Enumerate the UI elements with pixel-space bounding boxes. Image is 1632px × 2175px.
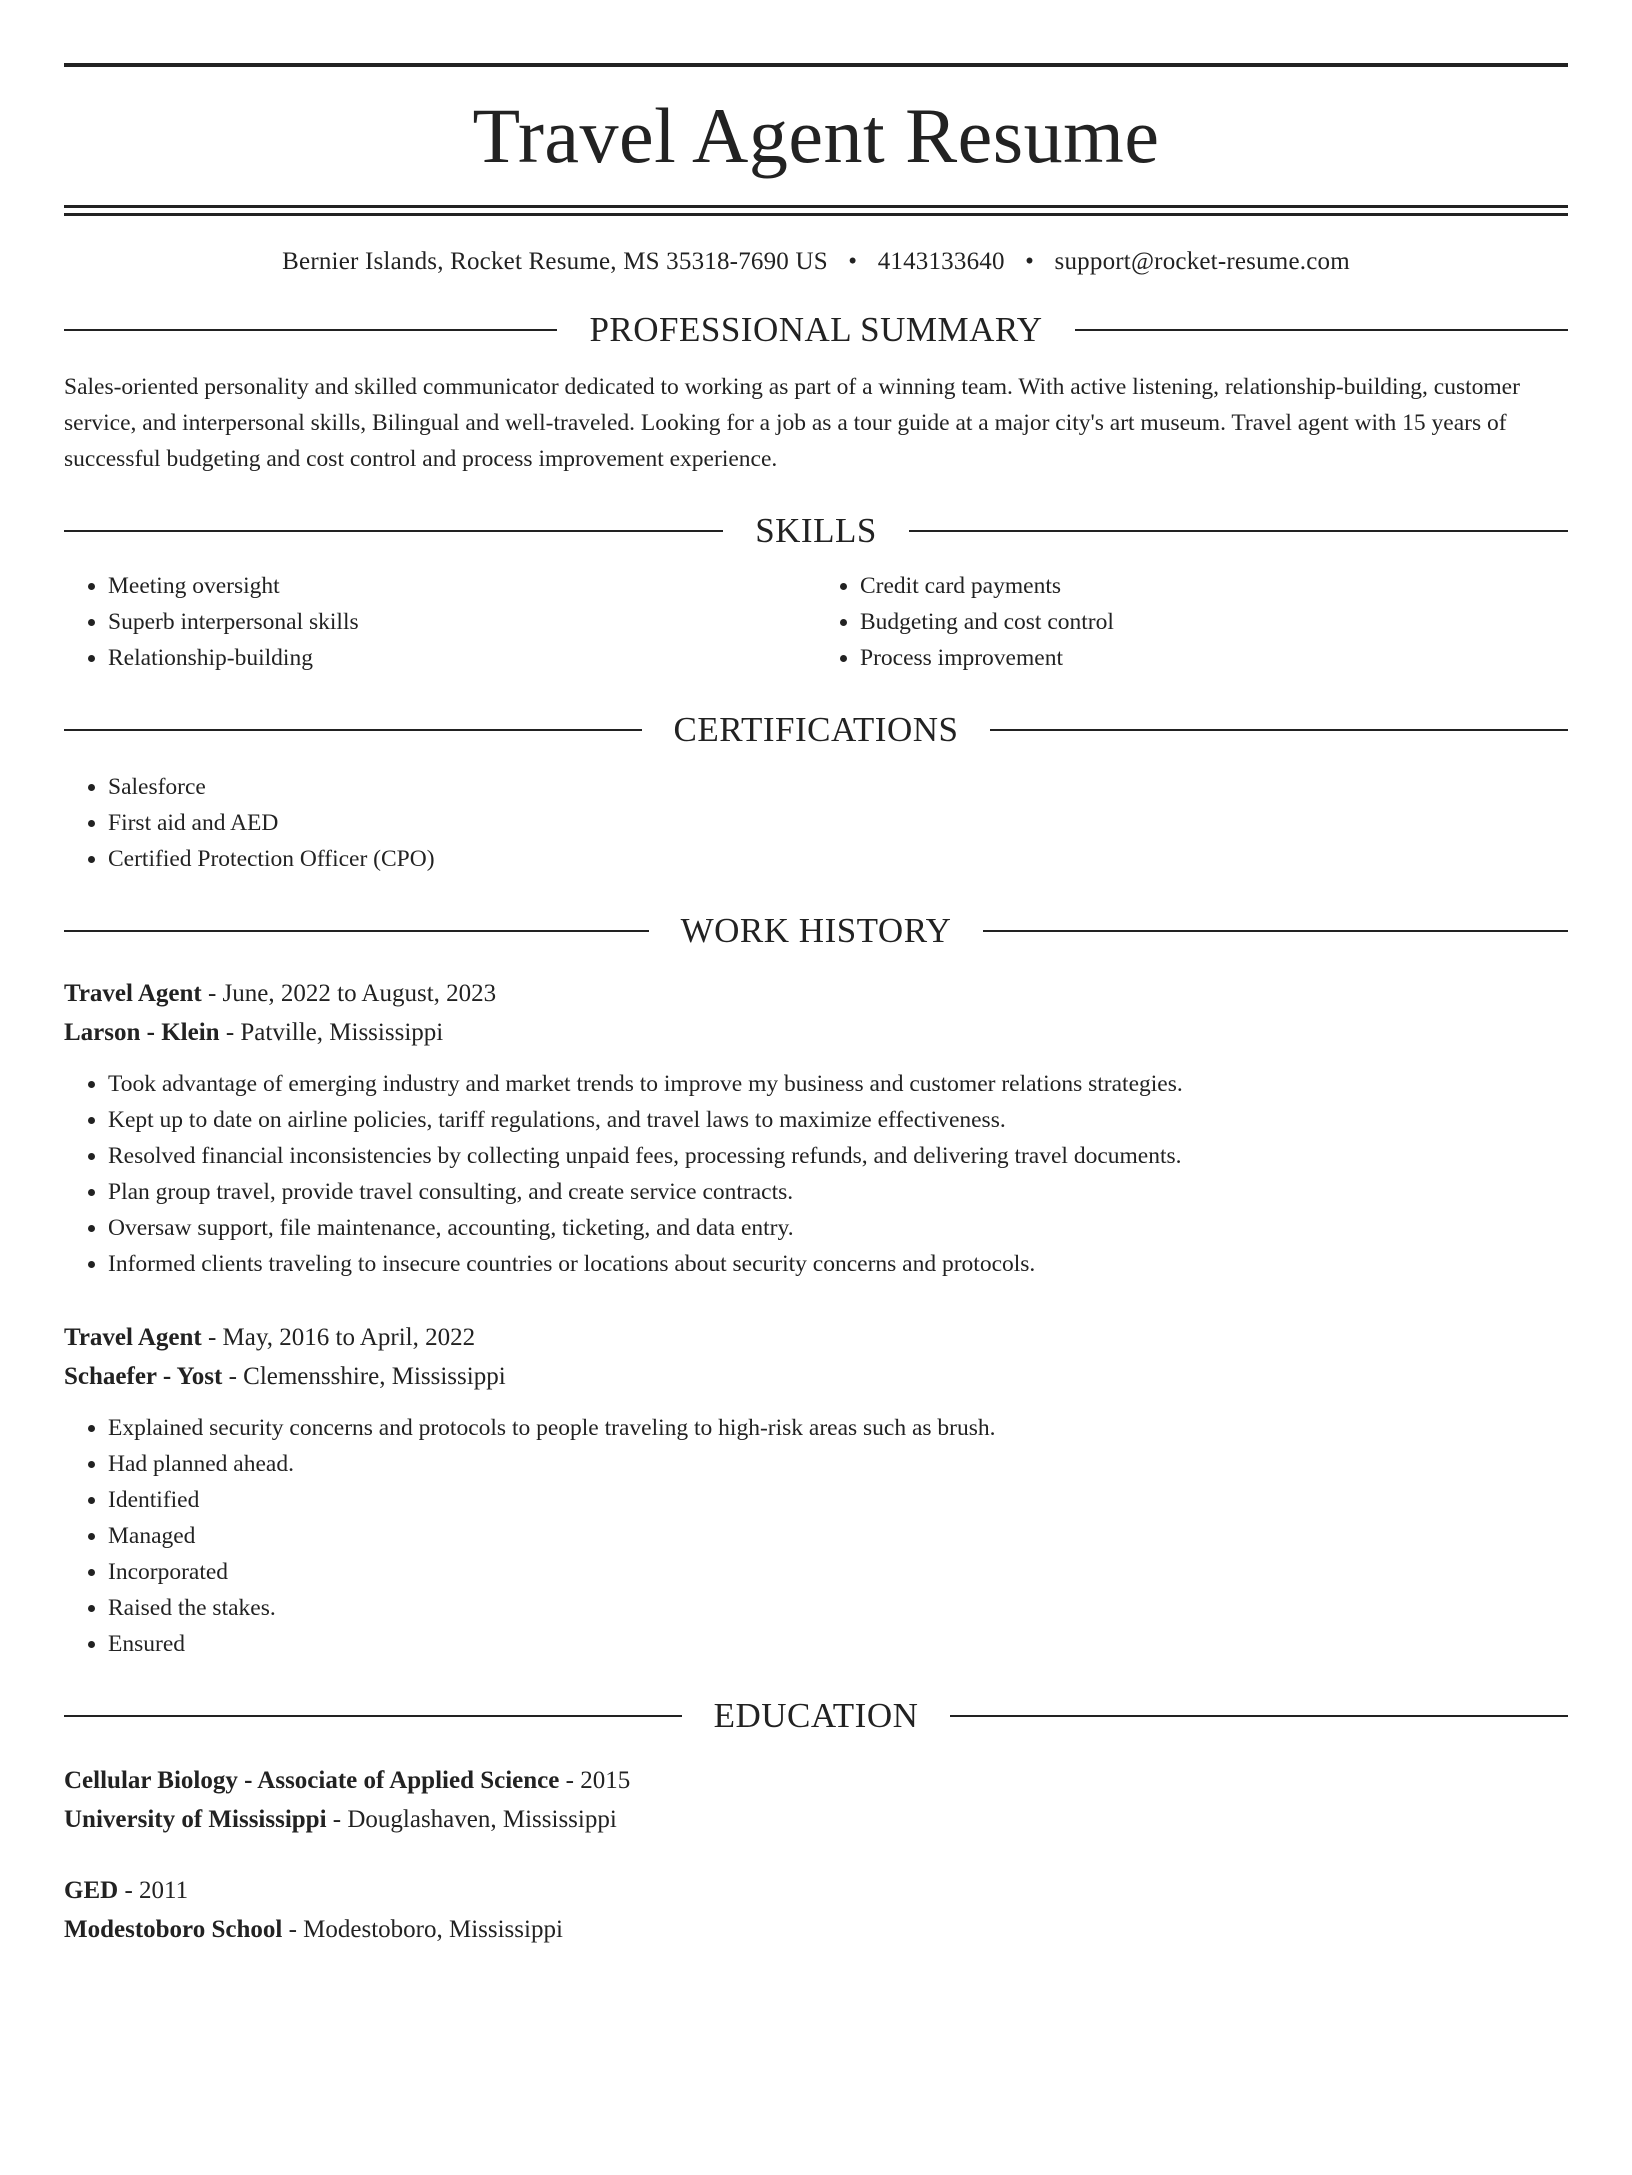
certifications-list — [64, 769, 1568, 877]
job-location: - Clemensshire, Mississippi — [222, 1363, 506, 1390]
education-location: - Douglashaven, Mississippi — [326, 1806, 617, 1833]
top-rule — [64, 63, 1568, 67]
job-title-line — [64, 1318, 1568, 1357]
contact-line — [64, 248, 1568, 276]
skill-item: • Superb interpersonal skills — [108, 604, 816, 640]
education-school: University of Mississippi — [64, 1806, 327, 1833]
job-company: Schaefer - Yost — [64, 1363, 223, 1390]
education-degree-line — [64, 1871, 1568, 1910]
job-bullet: • Kept up to date on airline policies, tariff regulations, and travel laws to maximize effectiveness. — [108, 1102, 1568, 1138]
page-title: Travel Agent Resume — [472, 92, 1160, 179]
skill-item: • Credit card payments — [860, 568, 1568, 604]
skills-column-left — [64, 568, 816, 676]
section-rule — [64, 729, 642, 731]
section-rule — [64, 329, 557, 331]
education-school: Modestoboro School — [64, 1916, 283, 1943]
contact-phone: 4143133640 — [877, 248, 1005, 275]
job-bullets — [64, 1410, 1568, 1662]
education-degree-line — [64, 1761, 1568, 1800]
job-bullet: • Plan group travel, provide travel consulting, and create service contracts. — [108, 1174, 1568, 1210]
job-bullet: • Managed — [108, 1518, 1568, 1554]
job-title: Travel Agent — [64, 980, 202, 1007]
skill-item: • Budgeting and cost control — [860, 604, 1568, 640]
contact-address: Bernier Islands, Rocket Resume, MS 35318-7690 US — [282, 248, 828, 275]
certification-item: • Certified Protection Officer (CPO) — [108, 841, 1568, 877]
job-bullet: • Oversaw support, file maintenance, accounting, ticketing, and data entry. — [108, 1210, 1568, 1246]
education-location: - Modestoboro, Mississippi — [282, 1916, 563, 1943]
resume-page — [0, 63, 1632, 2175]
job-bullet: • Incorporated — [108, 1554, 1568, 1590]
certification-item: • First aid and AED — [108, 805, 1568, 841]
job-company-line — [64, 1357, 1568, 1396]
contact-email: support@rocket-resume.com — [1054, 248, 1350, 275]
job-bullet: • Ensured — [108, 1626, 1568, 1662]
job-entry — [64, 1318, 1568, 1662]
section-rule — [909, 530, 1568, 532]
job-dates: - May, 2016 to April, 2022 — [201, 1324, 476, 1351]
section-header-education — [64, 1698, 1568, 1733]
job-bullets — [64, 1066, 1568, 1282]
job-title-line — [64, 974, 1568, 1013]
section-rule — [64, 530, 723, 532]
job-bullet: • Informed clients traveling to insecure countries or locations about security concerns and protocols. — [108, 1246, 1568, 1282]
job-entry — [64, 974, 1568, 1282]
education-degree: GED — [64, 1877, 119, 1904]
job-bullet: • Explained security concerns and protocols to people traveling to high-risk areas such as brush. — [108, 1410, 1568, 1446]
education-entry — [64, 1871, 1568, 1949]
job-location: - Patville, Mississippi — [219, 1019, 444, 1046]
skill-item: • Relationship-building — [108, 640, 816, 676]
education-entry — [64, 1761, 1568, 1839]
job-dates: - June, 2022 to August, 2023 — [201, 980, 497, 1007]
skills-column-right — [816, 568, 1568, 676]
section-rule — [950, 1715, 1568, 1717]
summary-text: Sales-oriented personality and skilled communicator dedicated to working as part of a winning team. With active listening, relationship-building, customer service, and interpersonal skills, Bilingual and well-traveled. Looking for a job as a tour guide at a major city's art museum. Travel agent with 15 years of successful budgeting and cost control and process improvement experience. — [64, 374, 1520, 472]
section-title-skills: SKILLS — [755, 511, 877, 550]
job-bullet: • Raised the stakes. — [108, 1590, 1568, 1626]
skill-item: • Meeting oversight — [108, 568, 816, 604]
contact-separator: • — [848, 248, 858, 275]
section-header-summary — [64, 312, 1568, 347]
section-title-certifications: CERTIFICATIONS — [673, 710, 959, 749]
job-bullet: • Resolved financial inconsistencies by collecting unpaid fees, processing refunds, and delivering travel documents. — [108, 1138, 1568, 1174]
job-bullet: • Took advantage of emerging industry and market trends to improve my business and customer relations strategies. — [108, 1066, 1568, 1102]
job-company: Larson - Klein — [64, 1019, 220, 1046]
section-rule — [64, 930, 649, 932]
education-degree: Cellular Biology - Associate of Applied Science — [64, 1767, 560, 1794]
section-title-education: EDUCATION — [713, 1696, 919, 1735]
section-header-work-history — [64, 913, 1568, 948]
section-header-certifications — [64, 712, 1568, 747]
job-bullet: • Identified — [108, 1482, 1568, 1518]
title-double-rule — [64, 205, 1568, 216]
job-company-line — [64, 1013, 1568, 1052]
job-bullet: • Had planned ahead. — [108, 1446, 1568, 1482]
skill-item: • Process improvement — [860, 640, 1568, 676]
education-year: - 2015 — [559, 1767, 631, 1794]
education-year: - 2011 — [118, 1877, 189, 1904]
job-title: Travel Agent — [64, 1324, 202, 1351]
section-title-summary: PROFESSIONAL SUMMARY — [589, 310, 1043, 349]
section-title-work-history: WORK HISTORY — [680, 911, 952, 950]
certification-item: • Salesforce — [108, 769, 1568, 805]
section-rule — [983, 930, 1568, 932]
contact-separator: • — [1025, 248, 1035, 275]
skills-list — [64, 568, 1568, 676]
section-rule — [64, 1715, 682, 1717]
section-header-skills — [64, 513, 1568, 548]
section-rule — [1075, 329, 1568, 331]
education-school-line — [64, 1910, 1568, 1949]
education-school-line — [64, 1800, 1568, 1839]
section-rule — [990, 729, 1568, 731]
